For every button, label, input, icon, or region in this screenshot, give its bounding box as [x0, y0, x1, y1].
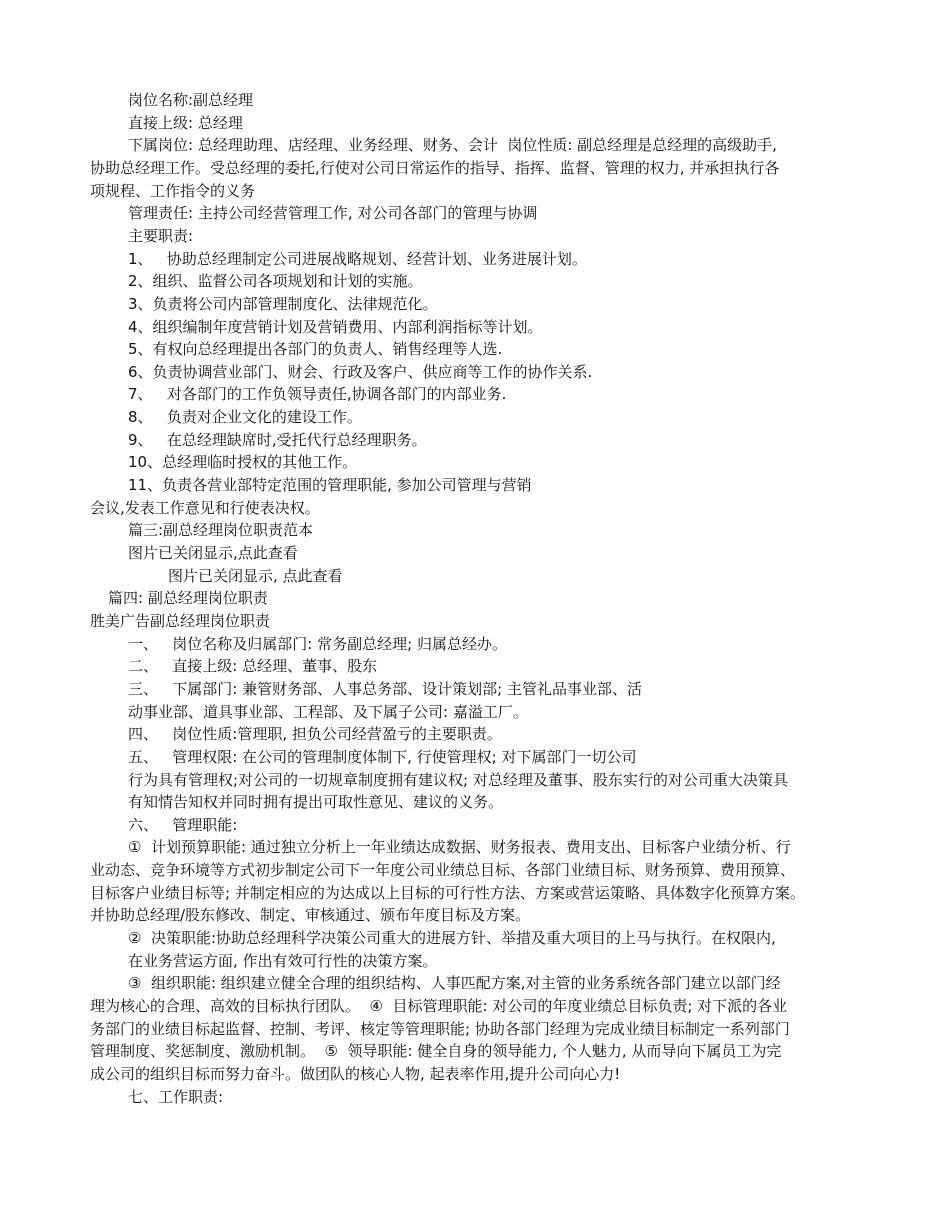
- text-line: 图片已关闭显示, 点此查看: [168, 567, 343, 585]
- text-line: 4、组织编制年度营销计划及营销费用、内部利润指标等计划。: [128, 318, 543, 336]
- text-line: 四、 岗位性质:管理职, 担负公司经营盈亏的主要职责。: [128, 725, 502, 743]
- text-line: 7、 对各部门的工作负领导责任,协调各部门的内部业务.: [128, 385, 507, 403]
- text-line: 10、总经理临时授权的其他工作。: [128, 453, 358, 471]
- text-line: 2、组织、监督公司各项规划和计划的实施。: [128, 272, 423, 290]
- text-line: 并协助总经理/股东修改、制定、审核通过、颁布年度目标及方案。: [90, 906, 531, 924]
- text-line: ③ 组织职能: 组织建立健全合理的组织结构、人事匹配方案,对主管的业务系统各部门建立以部门经: [128, 974, 781, 992]
- text-line: 篇三:副总经理岗位职责范本: [128, 521, 314, 539]
- text-line: 9、 在总经理缺席时,受托代行总经理职务。: [128, 431, 427, 449]
- text-line: 会议,发表工作意见和行使表决权。: [90, 499, 320, 517]
- text-line: 1、 协助总经理制定公司进展战略规划、经营计划、业务进展计划。: [128, 250, 587, 268]
- text-line: 成公司的组织目标而努力奋斗。做团队的核心人物, 起表率作用,提升公司向心力!: [90, 1065, 621, 1083]
- text-line: 五、 管理权限: 在公司的管理制度体制下, 行使管理权; 对下属部门一切公司: [128, 748, 637, 766]
- text-line: 六、 管理职能:: [128, 816, 238, 834]
- text-line: 一、 岗位名称及归属部门: 常务副总经理; 归属总经办。: [128, 635, 507, 653]
- text-line: 业动态、竞争环境等方式初步制定公司下一年度公司业绩总目标、各部门业绩目标、财务预算、费用预算、: [90, 861, 796, 879]
- text-line: 11、负责各营业部特定范围的管理职能, 参加公司管理与营销: [128, 476, 532, 494]
- text-line: 动事业部、道具事业部、工程部、及下属子公司: 嘉溢工厂。: [128, 703, 528, 721]
- text-line: 协助总经理工作。受总经理的委托,行使对公司日常运作的指导、指挥、监督、管理的权力, 并承担执行各: [90, 159, 780, 177]
- text-line: 二、 直接上级: 总经理、董事、股东: [128, 657, 378, 675]
- text-line: 三、 下属部门: 兼管财务部、人事总务部、设计策划部; 主管礼品事业部、活: [128, 680, 642, 698]
- text-line: 图片已关闭显示,点此查看: [128, 544, 298, 562]
- text-line: 行为具有管理权;对公司的一切规章制度拥有建议权; 对总经理及董事、股东实行的对公司重大决策具: [128, 771, 788, 789]
- text-line: ② 决策职能:协助总经理科学决策公司重大的进展方针、举措及重大项目的上马与执行。在权限内,: [128, 929, 776, 947]
- text-line: 直接上级: 总经理: [128, 114, 243, 132]
- text-line: 管理责任: 主持公司经营管理工作, 对公司各部门的管理与协调: [128, 204, 538, 222]
- text-line: ① 计划预算职能: 通过独立分析上一年业绩达成数据、财务报表、费用支出、目标客户业绩分析、行: [128, 838, 791, 856]
- text-line: 理为核心的合理、高效的目标执行团队。 ④ 目标管理职能: 对公司的年度业绩总目标负责; 对下派的各业: [90, 997, 788, 1015]
- text-line: 目标客户业绩目标等; 并制定相应的为达成以上目标的可行性方法、方案或营运策略、具体数字化预算方案。: [90, 884, 805, 902]
- text-line: 6、负责协调营业部门、财会、行政及客户、供应商等工作的协作关系.: [128, 363, 593, 381]
- text-line: 有知情告知权并同时拥有提出可取性意见、建议的义务。: [128, 793, 504, 811]
- text-line: 管理制度、奖惩制度、激励机制。 ⑤ 领导职能: 健全自身的领导能力, 个人魅力, 从而导向下属员工为完: [90, 1042, 782, 1060]
- text-line: 主要职责:: [128, 227, 194, 245]
- text-line: 下属岗位: 总经理助理、店经理、业务经理、财务、会计 岗位性质: 副总经理是总经理的高级助手,: [128, 136, 777, 154]
- text-line: 项规程、工作指令的义务: [90, 182, 256, 200]
- text-line: 3、负责将公司内部管理制度化、法律规范化。: [128, 295, 438, 313]
- text-line: 5、有权向总经理提出各部门的负责人、销售经理等人选.: [128, 340, 503, 358]
- text-line: 8、 负责对企业文化的建设工作。: [128, 408, 362, 426]
- text-line: 篇四: 副总经理岗位职责: [108, 589, 268, 607]
- text-line: 胜美广告副总经理岗位职责: [90, 612, 271, 630]
- text-line: 岗位名称:副总经理: [128, 91, 254, 109]
- text-line: 务部门的业绩目标起监督、控制、考评、核定等管理职能; 协助各部门经理为完成业绩目标制定一系列部门: [90, 1020, 790, 1038]
- text-line: 七、工作职责:: [128, 1088, 224, 1106]
- text-line: 在业务营运方面, 作出有效可行性的决策方案。: [128, 952, 438, 970]
